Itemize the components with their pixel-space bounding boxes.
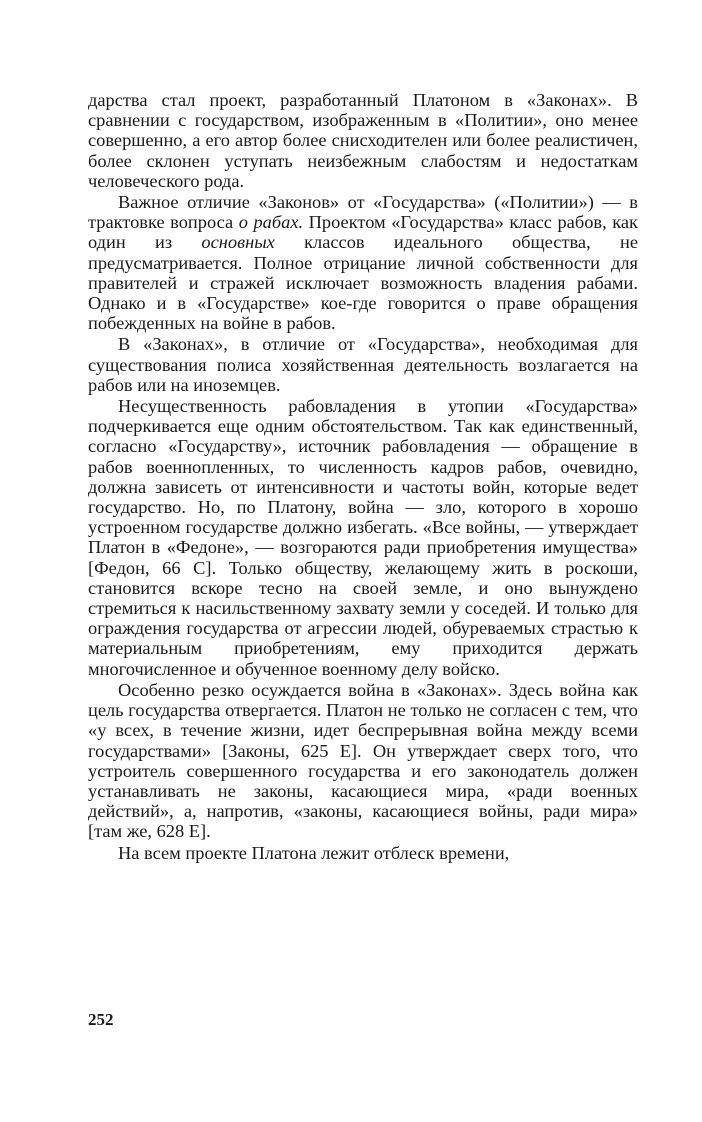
paragraph-1: дарства стал проект, разработанный Платоном в «Законах». В сравнении с государством, изображенным в «Политии», оно менее совершенно, а его автор более снисходителен или более реалистичен, более склонен уступать неизбежным слабостям и недостаткам человеческого рода.: [88, 90, 638, 191]
paragraph-5: Особенно резко осуждается война в «Законах». Здесь война как цель государства отвергается. Платон не только не согласен с тем, что «у всех, в течение жизни, идет беспрерывная война между всеми государствами» [Законы, 625 E]. Он утверждает сверх того, что устроитель совершенного государства и его законодатель должен устанавливать не законы, касающиеся мира, «ради военных действий», а, напротив, «законы, касающиеся войны, ради мира» [там же, 628 E].: [88, 679, 638, 842]
paragraph-3: В «Законах», в отличие от «Государства», необходимая для существования полиса хозяйственная деятельность возлагается на рабов или на иноземцев.: [88, 334, 638, 395]
paragraph-2-emphasis-b: основных: [201, 232, 275, 253]
paragraph-6: На всем проекте Платона лежит отблеск времени,: [118, 842, 510, 863]
paragraph-4: Несущественность рабовладения в утопии «Государства» подчеркивается еще одним обстоятельством. Так как единственный, согласно «Государству», источник рабовладения — обращение в рабов военнопленных, то численность кадров рабов, очевидно, должна зависеть от интенсивности и частоты войн, которые ведет государство. Но, по Платону, война — зло, которого в хорошо устроенном государстве должно избегать. «Все войны, — утверждает Платон в «Федоне», — возгораются ради приобретения имущества» [Федон, 66 С]. Только обществу, желающему жить в роскоши, становится вскоре тесно на своей земле, и оно вынуждено стремиться к насильственному захвату земли у соседей. И только для ограждения государства от агрессии людей, обуреваемых страстью к материальным приобретениям, ему приходится держать многочисленное и обученное военному делу войско.: [88, 396, 638, 679]
page-number: 252: [88, 1010, 114, 1029]
paragraph-2: [88, 192, 638, 333]
body-text: [88, 90, 638, 863]
paragraph-2-text-a: Важное отличие «Законов» от «Государства» («Политии») — в трактовке вопроса: [88, 192, 638, 233]
paragraph-2-emphasis-a: о рабах.: [238, 212, 304, 233]
paragraph-2-text-c: классов идеального общества, не предусматривается. Полное отрицание личной собственности для правителей и стражей исключает возможность владения рабами. Однако и в «Государстве» кое-где говорится о праве обращения побежденных на войне в рабов.: [88, 232, 638, 334]
paragraph-2-text-b: Проектом «Государства» класс рабов, как один из: [88, 212, 638, 253]
